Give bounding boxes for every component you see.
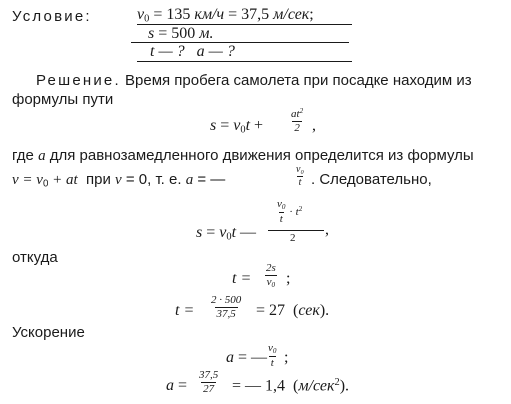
formula-sub: $s = v_0t$ — <box>196 224 257 243</box>
a-general: a = — <box>226 349 268 366</box>
solution-line2: формулы пути <box>12 91 114 108</box>
t-general-semicolon: ; <box>286 270 291 287</box>
given-v0: $v_0 = 135$ км/ч = 37,5 м/сек; <box>137 6 314 25</box>
t-general: t = <box>232 270 252 287</box>
formula-sub-den: 2 <box>290 232 296 244</box>
unknowns-rule <box>137 61 352 62</box>
condition-label: Условие: <box>12 8 92 25</box>
t-general-fraction: $\frac{2s}{v_0}$ <box>266 262 276 289</box>
accel-label: Ускорение <box>12 324 85 341</box>
a-calc-result: = — 1,4 (м/сек$^2$). <box>232 377 350 395</box>
a-calc: a = <box>166 377 188 394</box>
where-fraction: $\frac{\text{v₀}}{t}$ <box>296 164 304 188</box>
formula-path: $s = v_0t$ + <box>210 117 264 136</box>
formula-sub-comma: , <box>325 221 329 238</box>
whence-label: откуда <box>12 249 58 266</box>
where-line2: $v = v_0$ + at при v = 0, т. е. a = — <box>12 171 226 190</box>
a-calc-fraction: $\frac{37,5}{27}$ <box>199 369 219 395</box>
t-calc-fraction: $\frac{2 \cdot 500}{37,5}$ <box>211 294 242 320</box>
solution-label: Решение. <box>36 72 121 89</box>
formula-path-comma: , <box>312 117 316 134</box>
formula-sub-inner: $\frac{v_0}{t}$ · $t^2$ <box>277 198 303 225</box>
formula-sub-main-bar <box>268 230 324 231</box>
formula-path-fraction: $\frac{at^2}{2}$ <box>291 107 304 134</box>
unknowns: t — ? a — ? <box>150 43 235 60</box>
solution-paragraph: Решение. Время пробега самолета при посадке находим из <box>36 72 472 89</box>
given-s: s = 500 м. <box>148 25 214 42</box>
where-line1: где a для равнозамедленного движения определится из формулы <box>12 147 474 164</box>
t-calc: t = <box>175 302 195 319</box>
a-general-semicolon: ; <box>284 349 289 366</box>
t-calc-result: = 27 (сек). <box>256 302 330 319</box>
where-line2-tail: . Следовательно, <box>311 171 432 188</box>
a-general-fraction: $\frac{v_0}{t}$ <box>268 342 277 369</box>
